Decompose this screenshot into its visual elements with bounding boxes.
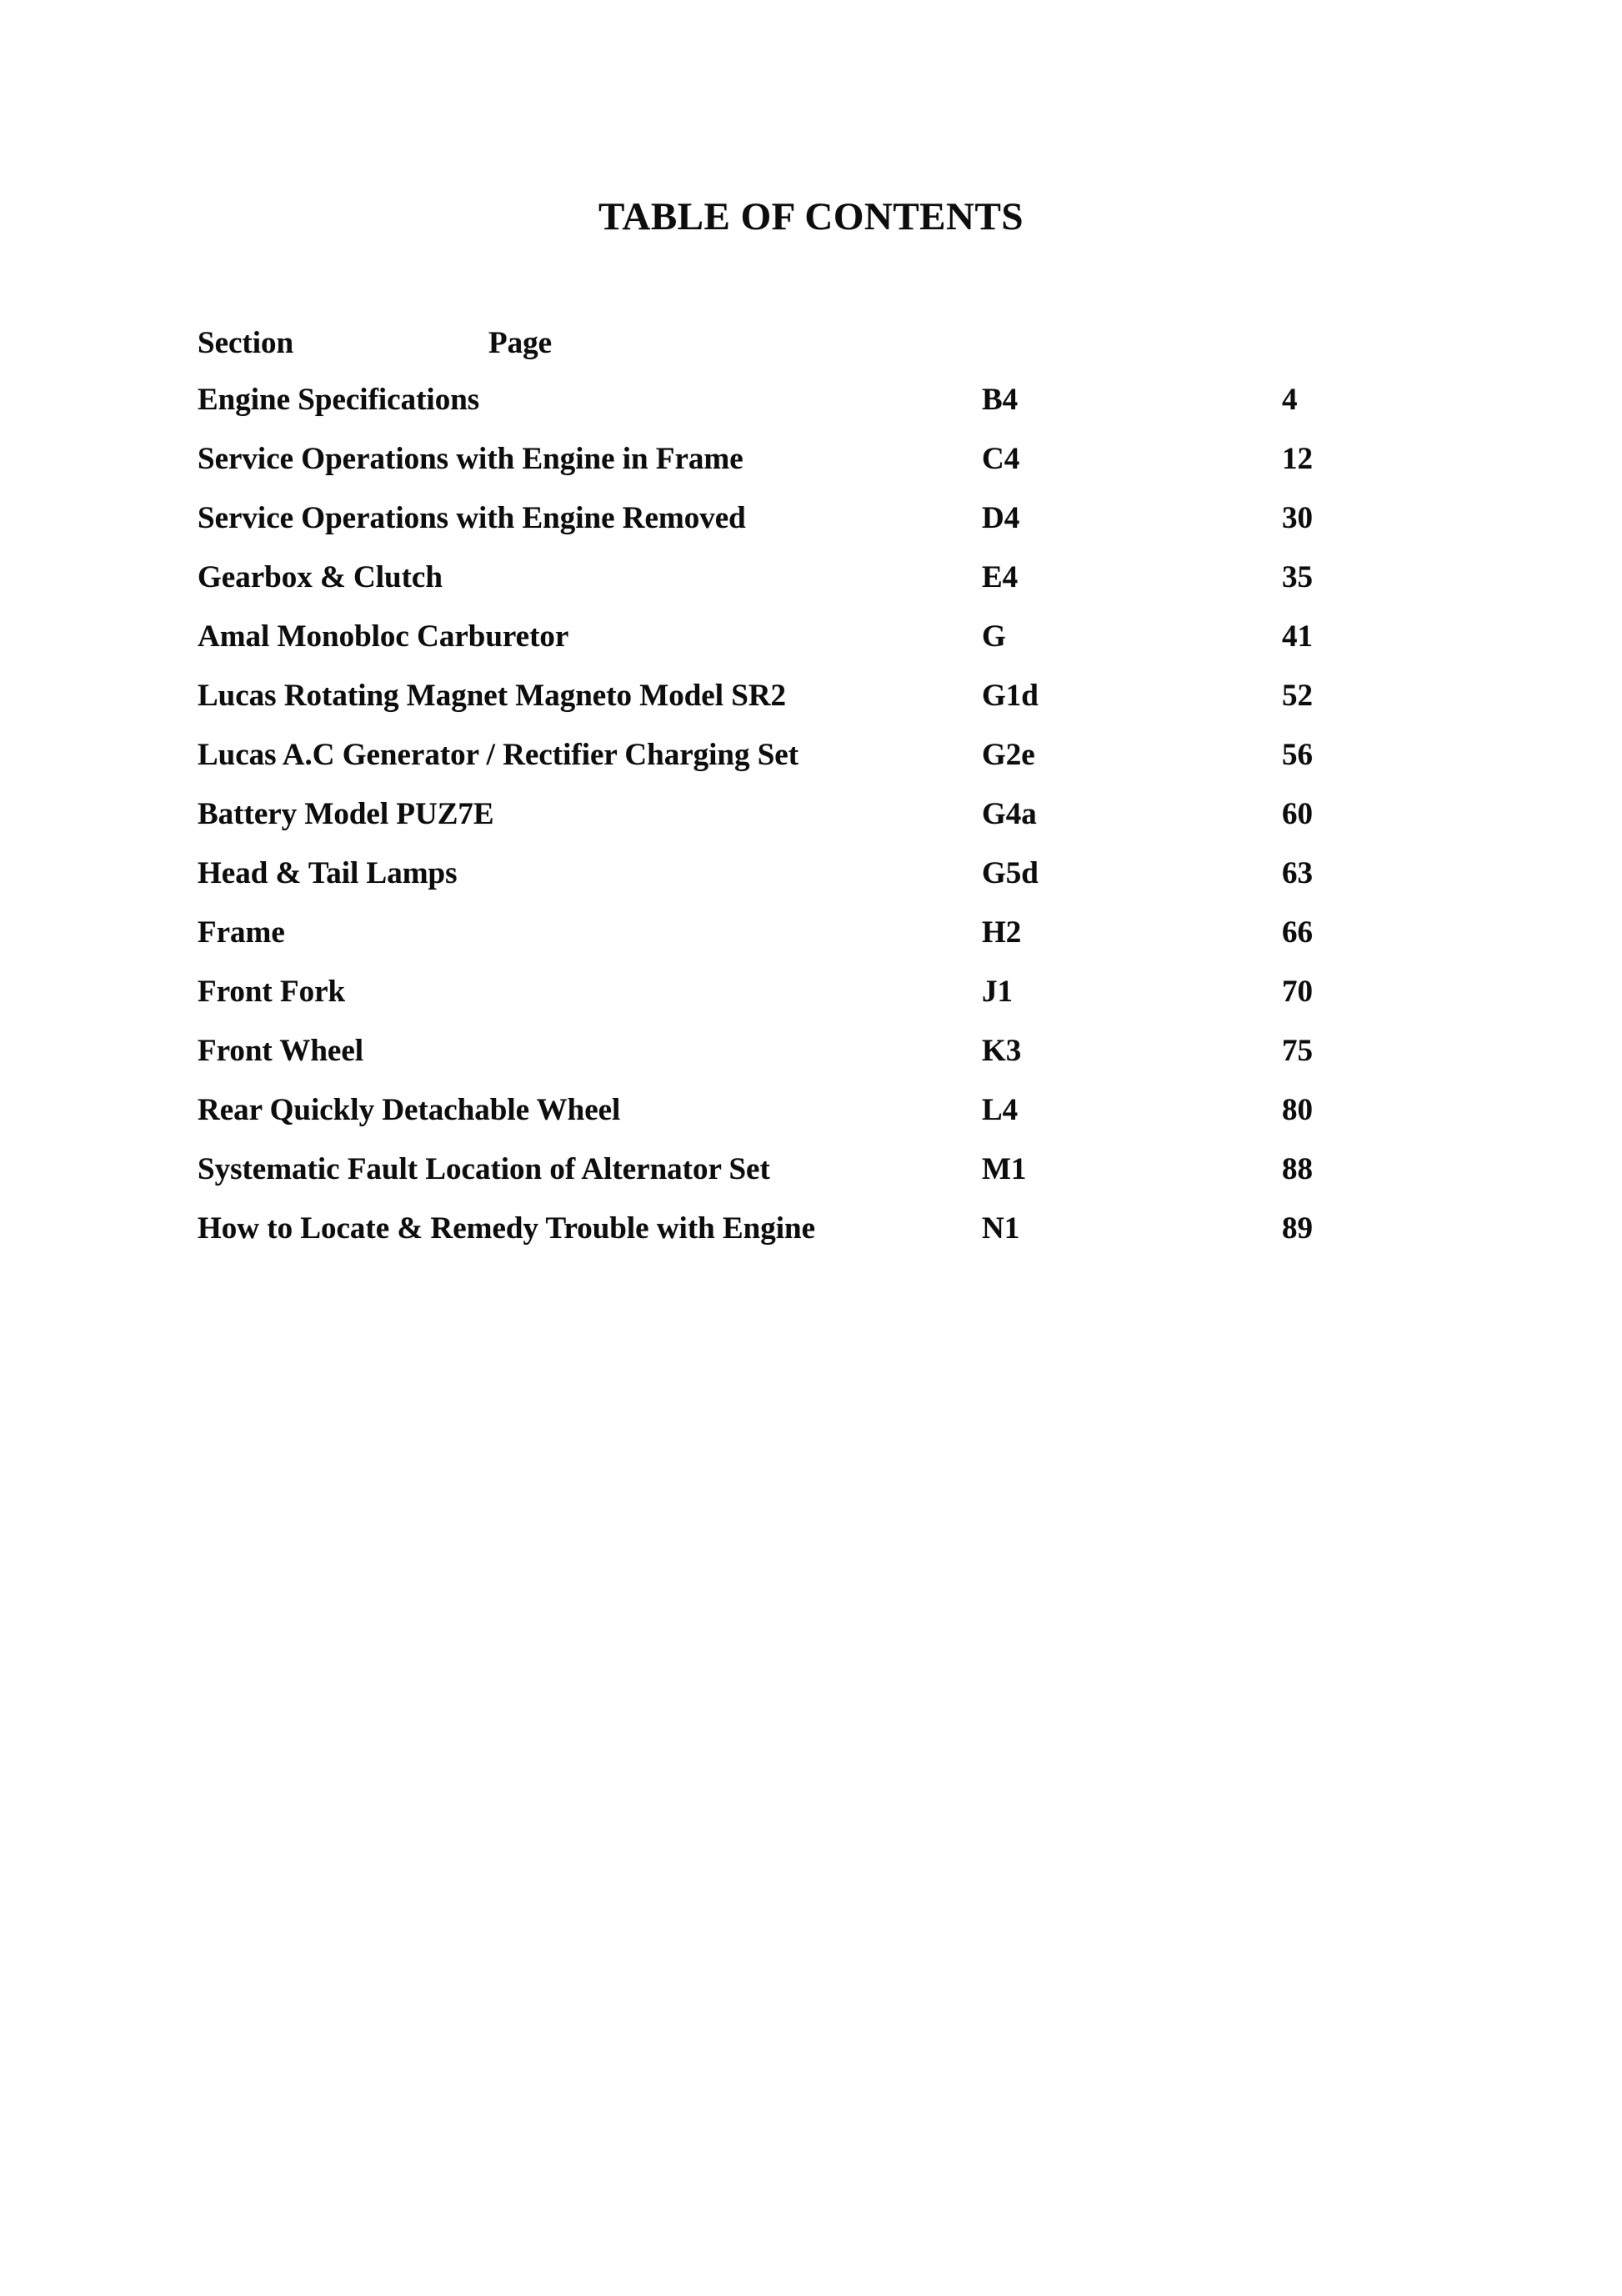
toc-entry-code: G5d (982, 856, 1039, 890)
toc-entry-code: C4 (982, 442, 1020, 476)
toc-entry-title: Service Operations with Engine in Frame (198, 442, 743, 476)
toc-entry-code: N1 (982, 1211, 1020, 1246)
toc-entry-title: Front Wheel (198, 1034, 364, 1068)
toc-entry-title: Lucas A.C Generator / Rectifier Charging Set (198, 738, 799, 772)
toc-entry-page: 75 (1282, 1034, 1313, 1068)
toc-entry-page: 60 (1282, 797, 1313, 831)
toc-entry-page: 56 (1282, 738, 1313, 772)
toc-entry-code: B4 (982, 383, 1019, 417)
toc-entry-page: 30 (1282, 501, 1313, 535)
toc-entry-page: 52 (1282, 679, 1313, 713)
toc-row (198, 1140, 1424, 1199)
toc-row (198, 548, 1424, 607)
toc-row (198, 370, 1424, 429)
toc-entry-title: Engine Specifications (198, 383, 480, 417)
toc-entry-page: 66 (1282, 915, 1313, 950)
toc-row (198, 666, 1424, 725)
toc-entry-title: Amal Monobloc Carburetor (198, 619, 569, 654)
toc-entry-title: Service Operations with Engine Removed (198, 501, 746, 535)
toc-entry-code: G4a (982, 797, 1037, 831)
toc-entry-code: E4 (982, 560, 1019, 594)
toc-entry-page: 41 (1282, 619, 1313, 654)
toc-column-headers (198, 328, 1424, 358)
toc-entry-title: Rear Quickly Detachable Wheel (198, 1093, 621, 1127)
toc-entry-title: Gearbox & Clutch (198, 560, 443, 594)
toc-entry-code: J1 (982, 975, 1013, 1009)
toc-row (198, 903, 1424, 962)
toc-row (198, 785, 1424, 844)
toc-entry-page: 70 (1282, 975, 1313, 1009)
toc-row (198, 1080, 1424, 1140)
toc-entry-code: G1d (982, 679, 1039, 713)
toc-entry-title: Frame (198, 915, 285, 950)
toc-row (198, 1199, 1424, 1258)
toc-entry-page: 80 (1282, 1093, 1313, 1127)
toc-entry-page: 35 (1282, 560, 1313, 594)
toc-entry-code: H2 (982, 915, 1022, 950)
toc-entry-code: M1 (982, 1152, 1027, 1186)
toc-entry-page: 12 (1282, 442, 1313, 476)
toc-row (198, 725, 1424, 785)
toc-entry-code: K3 (982, 1034, 1022, 1068)
toc-entry-code: G (982, 619, 1006, 654)
page-title: TABLE OF CONTENTS (598, 195, 1024, 238)
toc-row (198, 607, 1424, 666)
toc-entry-page: 89 (1282, 1211, 1313, 1246)
toc-entry-title: Head & Tail Lamps (198, 856, 458, 890)
toc-entry-title: Battery Model PUZ7E (198, 797, 494, 831)
toc-row (198, 1021, 1424, 1080)
toc-row (198, 962, 1424, 1021)
page-column-label: Page (488, 326, 553, 360)
toc-entry-page: 63 (1282, 856, 1313, 890)
toc-entry-title: How to Locate & Remedy Trouble with Engine (198, 1211, 816, 1246)
toc-entry-title: Front Fork (198, 975, 346, 1009)
toc-entry-title: Systematic Fault Location of Alternator Set (198, 1152, 770, 1186)
toc-row (198, 489, 1424, 548)
toc-row (198, 844, 1424, 903)
toc-entry-code: D4 (982, 501, 1020, 535)
toc-entry-page: 88 (1282, 1152, 1313, 1186)
toc-entry-title: Lucas Rotating Magnet Magneto Model SR2 (198, 679, 787, 713)
toc-list (198, 370, 1424, 1258)
toc-entry-code: L4 (982, 1093, 1019, 1127)
toc-entry-code: G2e (982, 738, 1035, 772)
section-column-label: Section (198, 326, 294, 360)
toc-row (198, 429, 1424, 489)
toc-entry-page: 4 (1282, 383, 1298, 417)
